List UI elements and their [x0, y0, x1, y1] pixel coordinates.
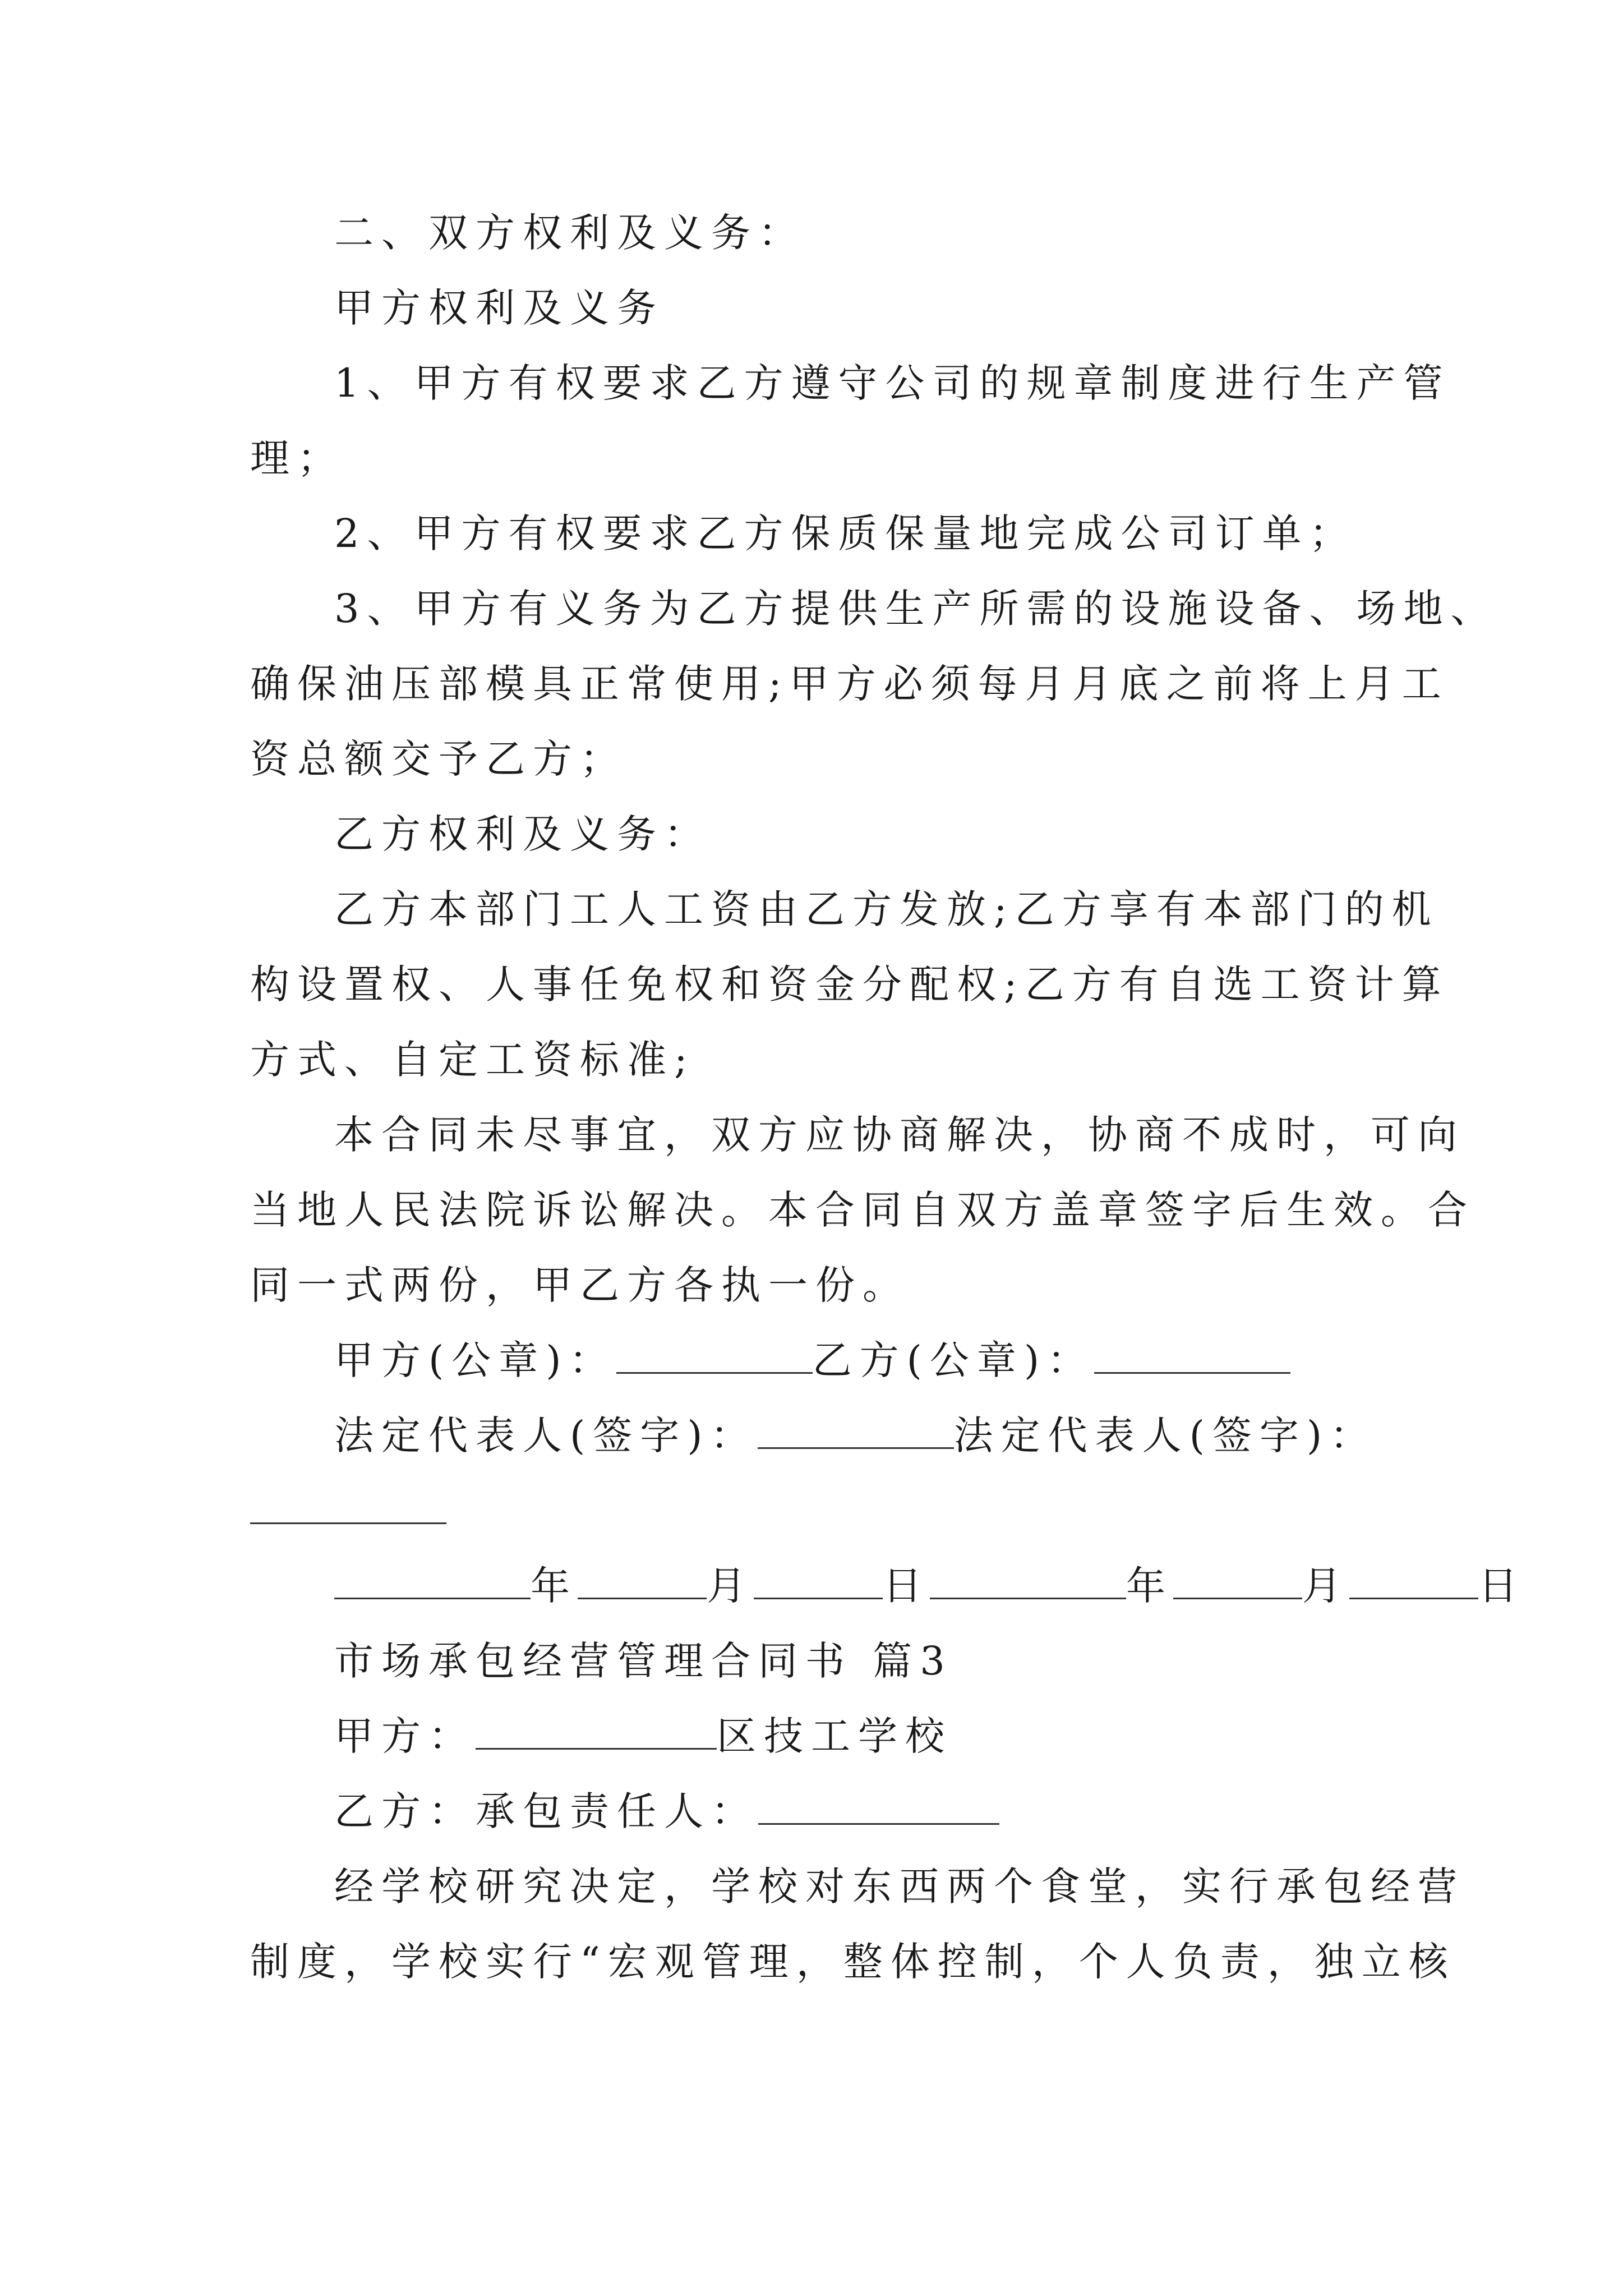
party-b-heading: 乙方权利及义务：: [334, 811, 711, 857]
section3-party-a-blank: [476, 1711, 717, 1750]
seal-line: [334, 1335, 1290, 1386]
party-a-seal-label: 甲方(公章)：: [334, 1337, 616, 1383]
section3-body-line1: 经学校研究决定，学校对东西两个食堂，实行承包经营: [334, 1864, 1465, 1910]
section3-title: 市场承包经营管理合同书 篇3: [334, 1638, 953, 1684]
date-b-year-blank: [930, 1561, 1126, 1599]
section3-party-a-suffix: 区技工学校: [717, 1713, 952, 1759]
rep-b-label: 法定代表人(签字)：: [953, 1412, 1377, 1458]
rep-b-blank-line: [250, 1485, 446, 1536]
clause-a3-line2: 确保油压部模具正常使用;甲方必须每月月底之前将上月工: [250, 661, 1449, 707]
section3-party-b-blank: [758, 1786, 999, 1825]
party-a-seal-blank: [616, 1335, 813, 1374]
date-a-year-label: 年: [531, 1563, 578, 1609]
date-line: [334, 1561, 1525, 1611]
rep-a-label: 法定代表人(签字)：: [334, 1412, 758, 1458]
date-a-year-blank: [334, 1561, 531, 1599]
clause-b-line2: 构设置权、人事任免权和资金分配权;乙方有自选工资计算: [250, 961, 1449, 1007]
date-b-day-blank: [1349, 1561, 1478, 1599]
section3-party-a: [334, 1711, 952, 1761]
party-b-seal-label: 乙方(公章)：: [812, 1337, 1095, 1383]
date-a-month-blank: [578, 1561, 707, 1599]
rep-b-blank: [250, 1485, 446, 1524]
clause-a1-line2: 理；: [250, 435, 344, 481]
section3-party-a-label: 甲方：: [334, 1713, 476, 1759]
party-b-seal-blank: [1094, 1335, 1290, 1374]
closing-line1: 本合同未尽事宜，双方应协商解决，协商不成时，可向: [334, 1112, 1465, 1158]
date-b-day-label: 日: [1478, 1563, 1525, 1609]
clause-a2: 2、甲方有权要求乙方保质保量地完成公司订单；: [334, 510, 1357, 556]
date-b-month-label: 月: [1302, 1563, 1349, 1609]
date-a-month-label: 月: [707, 1563, 754, 1609]
party-a-heading: 甲方权利及义务: [334, 285, 664, 331]
clause-a3-line3: 资总额交予乙方；: [250, 736, 627, 782]
date-a-day-label: 日: [883, 1563, 930, 1609]
heading-rights-obligations: 二、双方权利及义务：: [334, 210, 805, 256]
section3-body-line2: 制度，学校实行“宏观管理，整体控制，个人负责，独立核: [250, 1939, 1456, 1985]
closing-line2: 当地人民法院诉讼解决。本合同自双方盖章签字后生效。合: [250, 1187, 1475, 1233]
representative-line: [334, 1410, 1377, 1461]
section3-party-b-label: 乙方：承包责任人：: [334, 1788, 758, 1834]
closing-line3: 同一式两份，甲乙方各执一份。: [250, 1262, 910, 1308]
clause-b-line3: 方式、自定工资标准;: [250, 1037, 695, 1083]
section3-party-b: [334, 1786, 999, 1837]
date-a-day-blank: [754, 1561, 883, 1599]
clause-b-line1: 乙方本部门工人工资由乙方发放;乙方享有本部门的机: [334, 886, 1439, 932]
date-b-month-blank: [1173, 1561, 1302, 1599]
rep-a-blank: [758, 1410, 954, 1449]
date-b-year-label: 年: [1126, 1563, 1173, 1609]
clause-a3-line1: 3、甲方有义务为乙方提供生产所需的设施设备、场地、: [334, 586, 1498, 632]
clause-a1-line1: 1、甲方有权要求乙方遵守公司的规章制度进行生产管: [334, 360, 1451, 406]
